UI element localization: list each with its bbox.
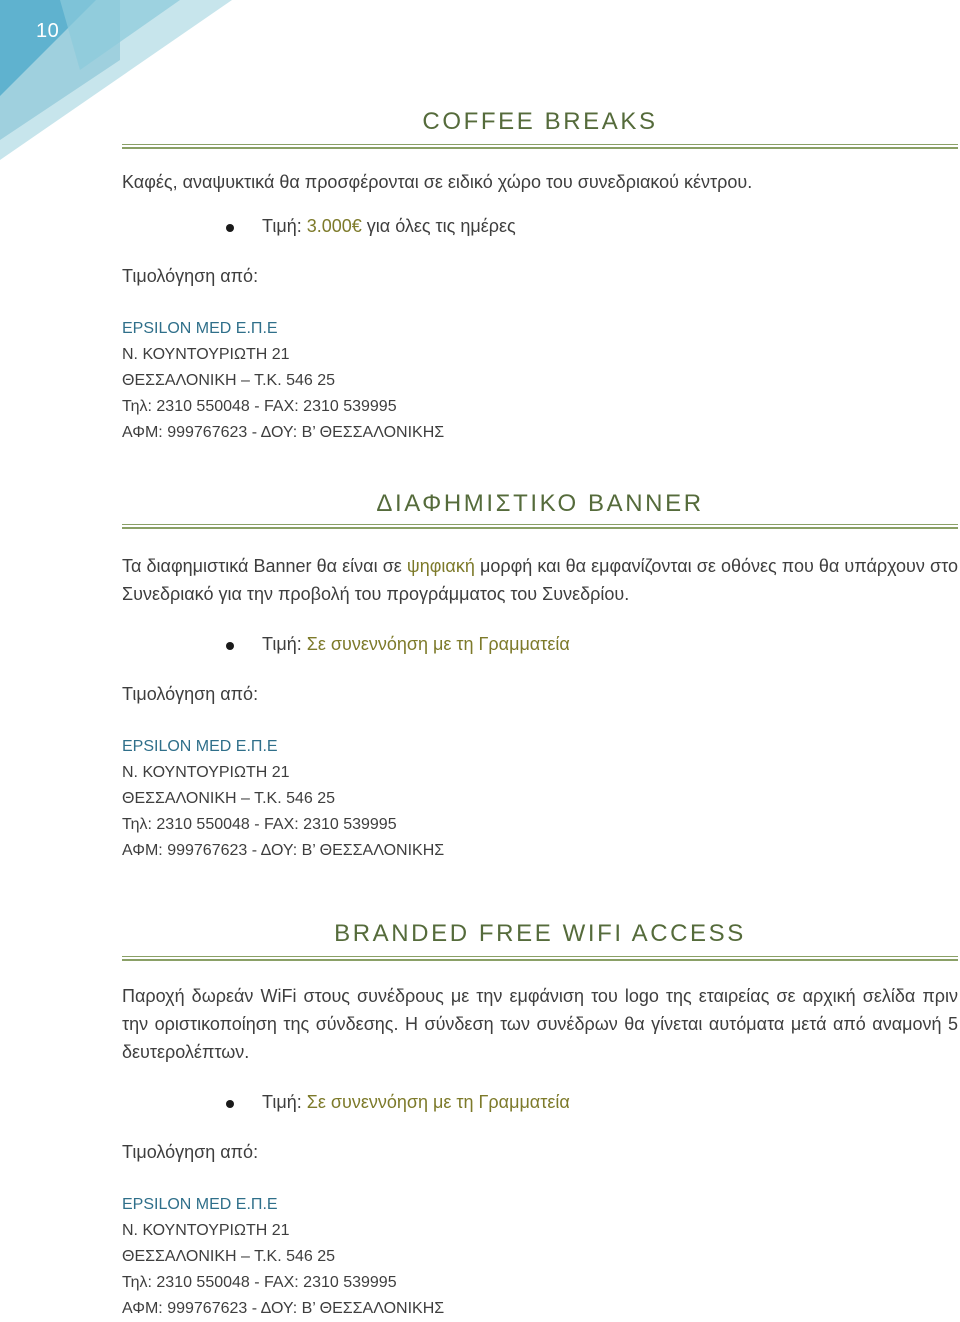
- address-street: Ν. ΚΟΥΝΤΟΥΡΙΩΤΗ 21: [122, 1222, 290, 1239]
- address-tax: ΑΦΜ: 999767623 - ΔΟΥ: Β’ ΘΕΣΣΑΛΟΝΙΚΗΣ: [122, 1300, 445, 1317]
- body-text: μορφή και θα εμφανίζονται σε οθόνες που θα υπάρχουν στο Συνεδριακό για την προβολή του προγράμματος του Συνεδρίου.: [122, 556, 958, 604]
- price-value: Σε συνεννόηση με τη Γραμματεία: [306, 634, 570, 654]
- billing-label: Τιμολόγηση από:: [122, 684, 259, 704]
- section-rule: [122, 524, 958, 529]
- address-phone: Τηλ: 2310 550048 - FAX: 2310 539995: [122, 398, 397, 415]
- section-title-wifi: BRANDED FREE WIFI ACCESS: [334, 920, 746, 947]
- billing-address: [122, 316, 444, 446]
- address-phone: Τηλ: 2310 550048 - FAX: 2310 539995: [122, 1274, 397, 1291]
- price-value: 3.000€: [306, 216, 362, 236]
- section-body-wifi: Παροχή δωρεάν WiFi στους συνέδρους με την εμφάνιση του logo της εταιρείας σε αρχική σελίδα πριν την οριστικοποίηση της σύνδεσης. Η σύνδεση των συνέδρων θα γίνεται αυτόματα μετά από αναμονή 5 δευτερολέπτων.: [122, 986, 958, 1062]
- body-highlight: ψηφιακή: [406, 556, 475, 576]
- price-label: Τιμή:: [262, 634, 307, 654]
- company-name: EPSILON MED Ε.Π.Ε: [122, 1196, 278, 1213]
- address-tax: ΑΦΜ: 999767623 - ΔΟΥ: Β’ ΘΕΣΣΑΛΟΝΙΚΗΣ: [122, 424, 445, 441]
- address-street: Ν. ΚΟΥΝΤΟΥΡΙΩΤΗ 21: [122, 764, 290, 781]
- address-street: Ν. ΚΟΥΝΤΟΥΡΙΩΤΗ 21: [122, 346, 290, 363]
- section-body-coffee-breaks: Καφές, αναψυκτικά θα προσφέρονται σε ειδικό χώρο του συνεδριακού κέντρου.: [122, 172, 753, 192]
- bullet-icon: [226, 642, 234, 650]
- price-value: Σε συνεννόηση με τη Γραμματεία: [306, 1092, 570, 1112]
- billing-label: Τιμολόγηση από:: [122, 266, 259, 286]
- section-body-banner: [122, 552, 958, 608]
- billing-label: Τιμολόγηση από:: [122, 1142, 259, 1162]
- price-label: Τιμή:: [262, 1092, 307, 1112]
- billing-address: [122, 1192, 444, 1322]
- price-label: Τιμή:: [262, 216, 307, 236]
- address-phone: Τηλ: 2310 550048 - FAX: 2310 539995: [122, 816, 397, 833]
- section-rule: [122, 144, 958, 149]
- price-suffix: για όλες τις ημέρες: [361, 216, 516, 236]
- bullet-icon: [226, 224, 234, 232]
- address-tax: ΑΦΜ: 999767623 - ΔΟΥ: Β’ ΘΕΣΣΑΛΟΝΙΚΗΣ: [122, 842, 445, 859]
- address-city: ΘΕΣΣΑΛΟΝΙΚΗ – Τ.Κ. 546 25: [122, 790, 336, 807]
- address-city: ΘΕΣΣΑΛΟΝΙΚΗ – Τ.Κ. 546 25: [122, 372, 336, 389]
- company-name: EPSILON MED Ε.Π.Ε: [122, 320, 278, 337]
- company-name: EPSILON MED Ε.Π.Ε: [122, 738, 278, 755]
- page-number: 10: [36, 20, 60, 42]
- section-rule: [122, 956, 958, 961]
- billing-address: [122, 734, 444, 864]
- bullet-icon: [226, 1100, 234, 1108]
- body-text: Τα διαφημιστικά Banner θα είναι σε: [122, 556, 407, 576]
- section-title-coffee-breaks: COFFEE BREAKS: [422, 108, 658, 135]
- address-city: ΘΕΣΣΑΛΟΝΙΚΗ – Τ.Κ. 546 25: [122, 1248, 336, 1265]
- section-title-banner: ΔΙΑΦΗΜΙΣΤΙΚΟ BANNER: [376, 490, 704, 517]
